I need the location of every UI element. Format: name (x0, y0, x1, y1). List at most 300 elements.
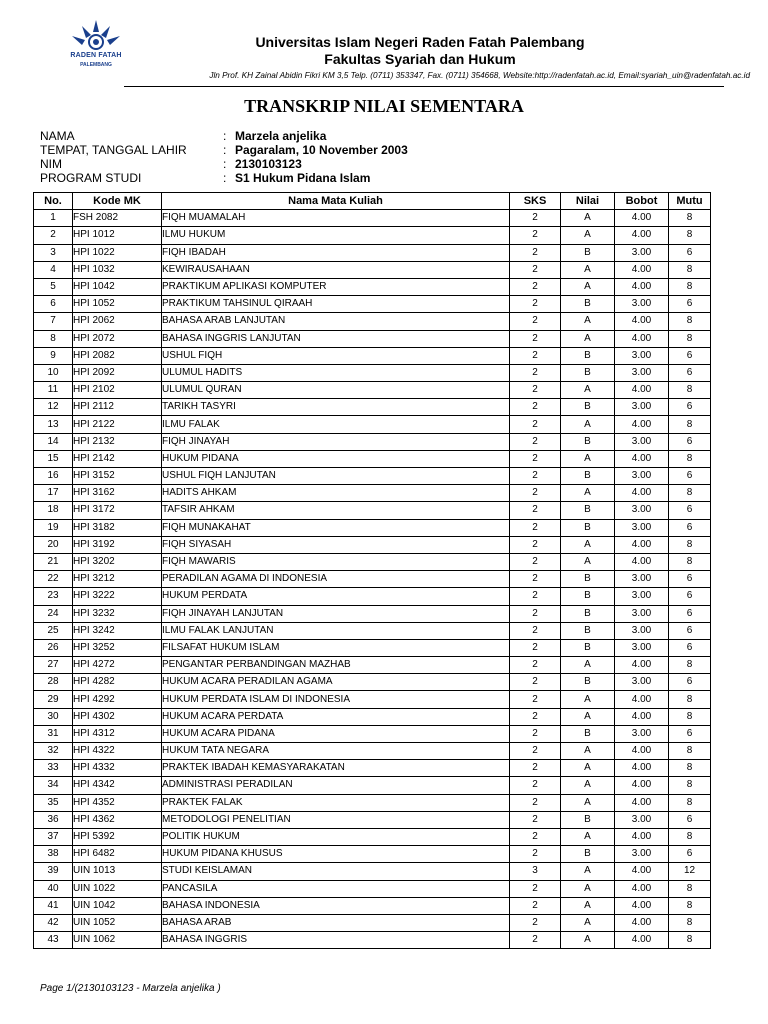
cell-nilai: A (561, 932, 615, 949)
cell-bobot: 4.00 (615, 914, 669, 931)
faculty-name: Fakultas Syariah dan Hukum (324, 51, 516, 67)
cell-sks: 2 (510, 914, 561, 931)
cell-kode: HPI 2092 (73, 364, 162, 381)
cell-bobot: 4.00 (615, 657, 669, 674)
cell-sks: 2 (510, 691, 561, 708)
cell-sks: 3 (510, 863, 561, 880)
cell-kode: HPI 2142 (73, 450, 162, 467)
cell-bobot: 4.00 (615, 278, 669, 295)
cell-sks: 2 (510, 227, 561, 244)
cell-sks: 2 (510, 880, 561, 897)
cell-bobot: 4.00 (615, 708, 669, 725)
logo-line-1: RADEN FATAH (70, 52, 122, 59)
cell-nilai: A (561, 485, 615, 502)
cell-mutu: 12 (669, 863, 711, 880)
cell-kode: UIN 1062 (73, 932, 162, 949)
table-row (34, 244, 711, 261)
cell-sks: 2 (510, 897, 561, 914)
cell-mutu: 6 (669, 571, 711, 588)
col-header-kode: Kode MK (73, 193, 162, 210)
cell-kode: UIN 1042 (73, 897, 162, 914)
cell-mutu: 8 (669, 743, 711, 760)
document-title: TRANSKRIP NILAI SEMENTARA (244, 96, 524, 116)
cell-nama: TAFSIR AHKAM (162, 502, 510, 519)
cell-bobot: 4.00 (615, 897, 669, 914)
table-row (34, 296, 711, 313)
cell-kode: HPI 4342 (73, 777, 162, 794)
cell-mutu: 8 (669, 897, 711, 914)
cell-bobot: 3.00 (615, 468, 669, 485)
nim-label: NIM (40, 157, 62, 171)
cell-nama: FIQH JINAYAH LANJUTAN (162, 605, 510, 622)
cell-nilai: A (561, 777, 615, 794)
cell-nilai: B (561, 674, 615, 691)
cell-nama: FIQH MUAMALAH (162, 210, 510, 227)
cell-kode: HPI 4282 (73, 674, 162, 691)
cell-sks: 2 (510, 622, 561, 639)
cell-kode: HPI 1022 (73, 244, 162, 261)
cell-bobot: 3.00 (615, 519, 669, 536)
nama-label: NAMA (40, 129, 75, 143)
cell-kode: HPI 6482 (73, 846, 162, 863)
colon: : (223, 143, 227, 157)
cell-mutu: 6 (669, 811, 711, 828)
cell-kode: HPI 3242 (73, 622, 162, 639)
cell-nama: FIQH SIYASAH (162, 536, 510, 553)
cell-mutu: 6 (669, 364, 711, 381)
table-row (34, 743, 711, 760)
cell-kode: HPI 3212 (73, 571, 162, 588)
cell-mutu: 6 (669, 639, 711, 656)
table-row (34, 657, 711, 674)
cell-sks: 2 (510, 811, 561, 828)
cell-kode: HPI 2072 (73, 330, 162, 347)
cell-sks: 2 (510, 777, 561, 794)
cell-kode: HPI 2122 (73, 416, 162, 433)
cell-sks: 2 (510, 708, 561, 725)
cell-no: 14 (34, 433, 73, 450)
cell-kode: HPI 2062 (73, 313, 162, 330)
table-row (34, 691, 711, 708)
cell-mutu: 8 (669, 210, 711, 227)
cell-no: 26 (34, 639, 73, 656)
cell-no: 12 (34, 399, 73, 416)
cell-nilai: A (561, 313, 615, 330)
table-row (34, 863, 711, 880)
cell-kode: UIN 1013 (73, 863, 162, 880)
cell-nilai: B (561, 846, 615, 863)
cell-bobot: 4.00 (615, 777, 669, 794)
cell-sks: 2 (510, 639, 561, 656)
cell-kode: UIN 1022 (73, 880, 162, 897)
cell-sks: 2 (510, 433, 561, 450)
cell-kode: HPI 4322 (73, 743, 162, 760)
cell-nama: PRAKTEK FALAK (162, 794, 510, 811)
cell-nama: HUKUM PERDATA ISLAM DI INDONESIA (162, 691, 510, 708)
cell-kode: HPI 1042 (73, 278, 162, 295)
cell-no: 37 (34, 828, 73, 845)
cell-bobot: 3.00 (615, 244, 669, 261)
prodi-value: S1 Hukum Pidana Islam (235, 171, 371, 185)
cell-nilai: B (561, 347, 615, 364)
cell-sks: 2 (510, 278, 561, 295)
cell-nama: METODOLOGI PENELITIAN (162, 811, 510, 828)
cell-no: 10 (34, 364, 73, 381)
cell-sks: 2 (510, 828, 561, 845)
cell-bobot: 3.00 (615, 605, 669, 622)
cell-nilai: B (561, 605, 615, 622)
table-row (34, 811, 711, 828)
cell-mutu: 6 (669, 725, 711, 742)
cell-no: 1 (34, 210, 73, 227)
cell-bobot: 4.00 (615, 382, 669, 399)
cell-nama: ILMU FALAK LANJUTAN (162, 622, 510, 639)
cell-no: 36 (34, 811, 73, 828)
cell-no: 8 (34, 330, 73, 347)
cell-mutu: 8 (669, 450, 711, 467)
cell-sks: 2 (510, 743, 561, 760)
nim-value: 2130103123 (235, 157, 302, 171)
cell-sks: 2 (510, 674, 561, 691)
cell-nama: USHUL FIQH LANJUTAN (162, 468, 510, 485)
cell-nama: FILSAFAT HUKUM ISLAM (162, 639, 510, 656)
cell-no: 43 (34, 932, 73, 949)
cell-nilai: B (561, 364, 615, 381)
cell-nama: BAHASA ARAB (162, 914, 510, 931)
table-row (34, 760, 711, 777)
cell-mutu: 8 (669, 416, 711, 433)
cell-bobot: 4.00 (615, 932, 669, 949)
cell-no: 31 (34, 725, 73, 742)
cell-mutu: 6 (669, 347, 711, 364)
cell-nilai: A (561, 708, 615, 725)
cell-nilai: B (561, 571, 615, 588)
table-row (34, 536, 711, 553)
cell-nama: KEWIRAUSAHAAN (162, 261, 510, 278)
cell-bobot: 3.00 (615, 674, 669, 691)
cell-no: 4 (34, 261, 73, 278)
cell-no: 9 (34, 347, 73, 364)
cell-mutu: 8 (669, 330, 711, 347)
cell-mutu: 8 (669, 278, 711, 295)
cell-nilai: A (561, 760, 615, 777)
cell-no: 21 (34, 553, 73, 570)
cell-no: 42 (34, 914, 73, 931)
cell-bobot: 3.00 (615, 811, 669, 828)
cell-no: 5 (34, 278, 73, 295)
cell-kode: HPI 3172 (73, 502, 162, 519)
cell-nama: FIQH IBADAH (162, 244, 510, 261)
cell-nilai: A (561, 828, 615, 845)
table-row (34, 880, 711, 897)
cell-kode: FSH 2082 (73, 210, 162, 227)
table-row (34, 794, 711, 811)
cell-sks: 2 (510, 794, 561, 811)
prodi-label: PROGRAM STUDI (40, 171, 142, 185)
cell-bobot: 3.00 (615, 622, 669, 639)
cell-mutu: 8 (669, 657, 711, 674)
cell-kode: HPI 2102 (73, 382, 162, 399)
student-info (40, 129, 440, 185)
table-row (34, 846, 711, 863)
cell-sks: 2 (510, 519, 561, 536)
cell-nama: USHUL FIQH (162, 347, 510, 364)
cell-kode: HPI 1052 (73, 296, 162, 313)
info-row-ttl (40, 143, 440, 157)
cell-bobot: 3.00 (615, 433, 669, 450)
table-row (34, 828, 711, 845)
cell-nama: ULUMUL QURAN (162, 382, 510, 399)
table-row (34, 382, 711, 399)
info-row-nama (40, 129, 440, 143)
table-row (34, 519, 711, 536)
ttl-label: TEMPAT, TANGGAL LAHIR (40, 143, 187, 157)
cell-bobot: 4.00 (615, 553, 669, 570)
header-divider (124, 86, 724, 87)
cell-nama: ADMINISTRASI PERADILAN (162, 777, 510, 794)
cell-nilai: B (561, 296, 615, 313)
table-row (34, 433, 711, 450)
nama-value: Marzela anjelika (235, 129, 327, 143)
colon: : (223, 129, 227, 143)
table-header-row (34, 193, 711, 210)
cell-no: 29 (34, 691, 73, 708)
table-row (34, 364, 711, 381)
cell-bobot: 4.00 (615, 691, 669, 708)
cell-mutu: 8 (669, 485, 711, 502)
cell-mutu: 8 (669, 794, 711, 811)
cell-nilai: B (561, 725, 615, 742)
cell-nilai: A (561, 450, 615, 467)
cell-mutu: 8 (669, 227, 711, 244)
table-body (34, 210, 711, 949)
cell-bobot: 3.00 (615, 725, 669, 742)
table-row (34, 639, 711, 656)
table-row (34, 227, 711, 244)
cell-kode: HPI 5392 (73, 828, 162, 845)
cell-kode: HPI 3182 (73, 519, 162, 536)
table-row (34, 708, 711, 725)
cell-nilai: A (561, 278, 615, 295)
cell-kode: HPI 3152 (73, 468, 162, 485)
cell-sks: 2 (510, 657, 561, 674)
cell-nama: PENGANTAR PERBANDINGAN MAZHAB (162, 657, 510, 674)
cell-sks: 2 (510, 553, 561, 570)
cell-nilai: A (561, 227, 615, 244)
table-row (34, 347, 711, 364)
cell-nilai: B (561, 502, 615, 519)
cell-no: 27 (34, 657, 73, 674)
cell-no: 11 (34, 382, 73, 399)
table-row (34, 313, 711, 330)
cell-mutu: 6 (669, 244, 711, 261)
col-header-sks: SKS (510, 193, 561, 210)
cell-mutu: 6 (669, 433, 711, 450)
cell-no: 6 (34, 296, 73, 313)
cell-no: 34 (34, 777, 73, 794)
cell-no: 38 (34, 846, 73, 863)
cell-kode: HPI 4272 (73, 657, 162, 674)
cell-kode: HPI 3252 (73, 639, 162, 656)
info-row-prodi (40, 171, 440, 185)
cell-bobot: 4.00 (615, 863, 669, 880)
cell-no: 16 (34, 468, 73, 485)
cell-nilai: A (561, 657, 615, 674)
cell-no: 24 (34, 605, 73, 622)
cell-no: 7 (34, 313, 73, 330)
cell-nama: ILMU FALAK (162, 416, 510, 433)
cell-bobot: 4.00 (615, 450, 669, 467)
cell-mutu: 6 (669, 399, 711, 416)
cell-mutu: 8 (669, 553, 711, 570)
cell-mutu: 6 (669, 846, 711, 863)
cell-sks: 2 (510, 382, 561, 399)
cell-bobot: 4.00 (615, 313, 669, 330)
cell-nilai: A (561, 553, 615, 570)
cell-bobot: 3.00 (615, 846, 669, 863)
cell-no: 20 (34, 536, 73, 553)
cell-mutu: 8 (669, 932, 711, 949)
table-row (34, 605, 711, 622)
cell-sks: 2 (510, 244, 561, 261)
col-header-mutu: Mutu (669, 193, 711, 210)
cell-mutu: 8 (669, 828, 711, 845)
cell-nama: HUKUM ACARA PERDATA (162, 708, 510, 725)
cell-bobot: 4.00 (615, 828, 669, 845)
cell-nama: HUKUM PIDANA KHUSUS (162, 846, 510, 863)
cell-no: 33 (34, 760, 73, 777)
cell-sks: 2 (510, 502, 561, 519)
table-row (34, 897, 711, 914)
table-row (34, 416, 711, 433)
cell-no: 3 (34, 244, 73, 261)
cell-sks: 2 (510, 313, 561, 330)
cell-mutu: 8 (669, 382, 711, 399)
cell-bobot: 4.00 (615, 261, 669, 278)
cell-mutu: 6 (669, 674, 711, 691)
cell-no: 32 (34, 743, 73, 760)
cell-nama: HUKUM PIDANA (162, 450, 510, 467)
cell-nama: BAHASA INGGRIS (162, 932, 510, 949)
cell-no: 35 (34, 794, 73, 811)
cell-sks: 2 (510, 760, 561, 777)
cell-no: 40 (34, 880, 73, 897)
table-row (34, 622, 711, 639)
cell-nilai: B (561, 519, 615, 536)
cell-no: 15 (34, 450, 73, 467)
table-row (34, 399, 711, 416)
cell-nilai: B (561, 588, 615, 605)
cell-bobot: 4.00 (615, 330, 669, 347)
cell-kode: HPI 1032 (73, 261, 162, 278)
col-header-no: No. (34, 193, 73, 210)
colon: : (223, 157, 227, 171)
cell-nama: STUDI KEISLAMAN (162, 863, 510, 880)
table-row (34, 725, 711, 742)
cell-sks: 2 (510, 210, 561, 227)
cell-sks: 2 (510, 261, 561, 278)
cell-no: 39 (34, 863, 73, 880)
cell-nilai: B (561, 433, 615, 450)
cell-nilai: A (561, 691, 615, 708)
cell-nama: PRAKTEK IBADAH KEMASYARAKATAN (162, 760, 510, 777)
cell-kode: HPI 3202 (73, 553, 162, 570)
cell-bobot: 3.00 (615, 571, 669, 588)
cell-bobot: 4.00 (615, 210, 669, 227)
cell-nama: FIQH MUNAKAHAT (162, 519, 510, 536)
cell-sks: 2 (510, 571, 561, 588)
table-row (34, 278, 711, 295)
table-row (34, 932, 711, 949)
cell-nama: PRAKTIKUM APLIKASI KOMPUTER (162, 278, 510, 295)
cell-sks: 2 (510, 347, 561, 364)
cell-bobot: 4.00 (615, 416, 669, 433)
cell-mutu: 8 (669, 914, 711, 931)
cell-nilai: A (561, 261, 615, 278)
cell-kode: HPI 3222 (73, 588, 162, 605)
cell-kode: HPI 3232 (73, 605, 162, 622)
cell-nama: PRAKTIKUM TAHSINUL QIRAAH (162, 296, 510, 313)
cell-nama: HUKUM TATA NEGARA (162, 743, 510, 760)
address-line: Jln Prof. KH Zainal Abidin Fikri KM 3,5 Telp. (0711) 353347, Fax. (0711) 354668, Website:http://radenfatah.ac.id, Email:syariah_uin@radenfatah.ac.id (209, 71, 750, 80)
cell-mutu: 6 (669, 296, 711, 313)
cell-kode: HPI 4352 (73, 794, 162, 811)
cell-bobot: 4.00 (615, 485, 669, 502)
cell-nama: PERADILAN AGAMA DI INDONESIA (162, 571, 510, 588)
cell-nama: HUKUM PERDATA (162, 588, 510, 605)
cell-nilai: B (561, 639, 615, 656)
table-row (34, 468, 711, 485)
info-row-nim (40, 157, 440, 171)
cell-sks: 2 (510, 468, 561, 485)
logo-line-2: PALEMBANG (80, 62, 112, 68)
cell-bobot: 3.00 (615, 639, 669, 656)
university-name: Universitas Islam Negeri Raden Fatah Palembang (255, 34, 585, 50)
cell-sks: 2 (510, 330, 561, 347)
cell-bobot: 4.00 (615, 880, 669, 897)
cell-nama: BAHASA INDONESIA (162, 897, 510, 914)
cell-bobot: 4.00 (615, 536, 669, 553)
cell-no: 13 (34, 416, 73, 433)
cell-bobot: 3.00 (615, 502, 669, 519)
colon: : (223, 171, 227, 185)
cell-mutu: 8 (669, 777, 711, 794)
cell-nilai: A (561, 743, 615, 760)
cell-sks: 2 (510, 605, 561, 622)
cell-mutu: 8 (669, 880, 711, 897)
cell-kode: HPI 3192 (73, 536, 162, 553)
cell-mutu: 8 (669, 261, 711, 278)
cell-nama: PANCASILA (162, 880, 510, 897)
cell-mutu: 8 (669, 313, 711, 330)
cell-mutu: 6 (669, 519, 711, 536)
cell-no: 41 (34, 897, 73, 914)
cell-sks: 2 (510, 725, 561, 742)
cell-mutu: 6 (669, 622, 711, 639)
table-row (34, 502, 711, 519)
cell-sks: 2 (510, 846, 561, 863)
cell-nilai: A (561, 794, 615, 811)
table-row (34, 553, 711, 570)
cell-no: 18 (34, 502, 73, 519)
cell-no: 23 (34, 588, 73, 605)
cell-bobot: 4.00 (615, 743, 669, 760)
table-row (34, 485, 711, 502)
cell-no: 17 (34, 485, 73, 502)
cell-nama: ILMU HUKUM (162, 227, 510, 244)
cell-kode: HPI 4362 (73, 811, 162, 828)
cell-bobot: 3.00 (615, 364, 669, 381)
